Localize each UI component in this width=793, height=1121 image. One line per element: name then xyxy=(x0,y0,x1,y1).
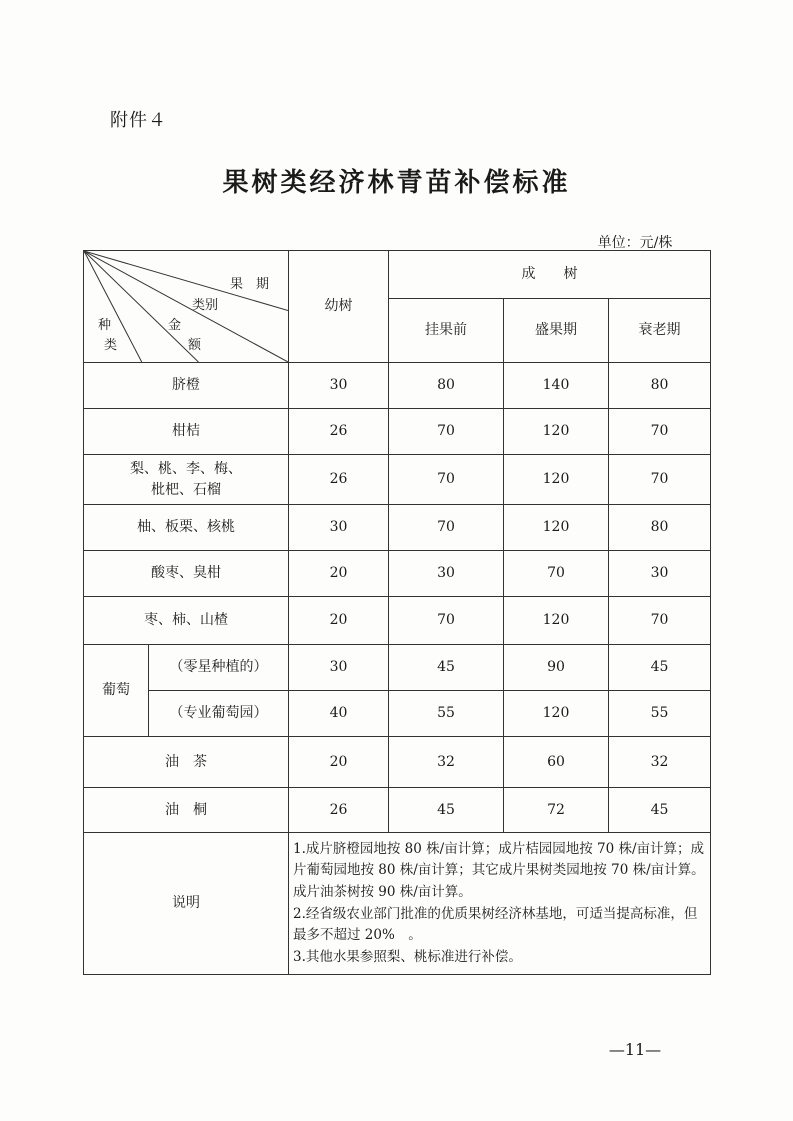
notes-content xyxy=(289,833,711,975)
value-pre: 45 xyxy=(389,788,504,833)
value-peak: 60 xyxy=(504,737,609,788)
note-item: 2.经省级农业部门批准的优质果树经济林基地，可适当提高标准，但最多不超过 20% 。 xyxy=(293,905,698,944)
value-pre: 70 xyxy=(389,597,504,645)
note-item: 1.成片脐橙园地按 80 株/亩计算；成片桔园园地按 70 株/亩计算；成片葡萄园地按 80 株/亩计算；其它成片果树类园地按 70 株/亩计算。成片油茶树按 90 株/亩计算。 xyxy=(293,840,705,900)
value-old: 80 xyxy=(609,505,711,551)
value-peak: 120 xyxy=(504,691,609,737)
value-old: 70 xyxy=(609,455,711,505)
value-peak: 72 xyxy=(504,788,609,833)
value-young: 30 xyxy=(289,645,389,691)
value-peak: 120 xyxy=(504,505,609,551)
value-peak: 120 xyxy=(504,597,609,645)
value-old: 55 xyxy=(609,691,711,737)
row-name xyxy=(84,455,289,505)
corner-amount-label-1: 金 xyxy=(168,318,182,333)
value-pre: 32 xyxy=(389,737,504,788)
table-row xyxy=(84,597,711,645)
corner-category-label: 类别 xyxy=(192,298,219,313)
page-title: 果树类经济林青苗补偿标准 xyxy=(222,168,571,198)
corner-amount-label-2: 额 xyxy=(188,338,202,353)
row-name: 柚、板栗、核桃 xyxy=(84,505,289,551)
notes-label: 说明 xyxy=(84,833,289,975)
value-pre: 45 xyxy=(389,645,504,691)
value-young: 30 xyxy=(289,363,389,409)
row-name: 酸枣、臭柑 xyxy=(84,551,289,597)
value-old: 30 xyxy=(609,551,711,597)
row-name-line-2: 枇杷、石榴 xyxy=(151,481,221,498)
value-pre: 70 xyxy=(389,455,504,505)
row-name: 油 桐 xyxy=(84,788,289,833)
notes-row xyxy=(84,833,711,975)
value-old: 70 xyxy=(609,597,711,645)
table-row xyxy=(84,455,711,505)
corner-period-label: 果 期 xyxy=(230,277,270,292)
value-young: 26 xyxy=(289,788,389,833)
col-mature-header: 成 树 xyxy=(389,251,711,299)
row-name: （零星种植的） xyxy=(149,645,289,691)
col-pre-header: 挂果前 xyxy=(389,299,504,363)
table-row xyxy=(84,737,711,788)
value-young: 30 xyxy=(289,505,389,551)
col-peak-header: 盛果期 xyxy=(504,299,609,363)
value-old: 45 xyxy=(609,788,711,833)
table-row xyxy=(84,645,711,691)
value-pre: 70 xyxy=(389,409,504,455)
value-old: 80 xyxy=(609,363,711,409)
value-peak: 120 xyxy=(504,455,609,505)
compensation-table xyxy=(83,250,711,975)
value-pre: 55 xyxy=(389,691,504,737)
row-name: 脐橙 xyxy=(84,363,289,409)
row-name: 柑桔 xyxy=(84,409,289,455)
row-name: 枣、柿、山楂 xyxy=(84,597,289,645)
table-row xyxy=(84,505,711,551)
unit-label: 单位：元/株 xyxy=(597,235,673,251)
corner-kind-label-2: 类 xyxy=(104,338,118,353)
value-young: 20 xyxy=(289,597,389,645)
value-young: 20 xyxy=(289,551,389,597)
value-peak: 120 xyxy=(504,409,609,455)
value-young: 20 xyxy=(289,737,389,788)
note-item: 3.其他水果参照梨、桃标准进行补偿。 xyxy=(293,948,522,965)
row-name-line-1: 梨、桃、李、梅、 xyxy=(130,461,242,478)
page-number: —11— xyxy=(608,1040,662,1059)
value-peak: 90 xyxy=(504,645,609,691)
value-old: 45 xyxy=(609,645,711,691)
value-pre: 80 xyxy=(389,363,504,409)
row-name: 油 茶 xyxy=(84,737,289,788)
value-young: 26 xyxy=(289,409,389,455)
header-row-1 xyxy=(84,251,711,299)
value-peak: 140 xyxy=(504,363,609,409)
col-young-header: 幼树 xyxy=(289,251,389,363)
corner-kind-label-1: 种 xyxy=(98,318,112,333)
attachment-label: 附件４ xyxy=(110,110,167,131)
table-row xyxy=(84,691,711,737)
value-old: 70 xyxy=(609,409,711,455)
table-row xyxy=(84,788,711,833)
table-row xyxy=(84,363,711,409)
value-old: 32 xyxy=(609,737,711,788)
diagonal-header-cell xyxy=(84,251,289,363)
row-name: （专业葡萄园） xyxy=(149,691,289,737)
value-pre: 70 xyxy=(389,505,504,551)
value-young: 40 xyxy=(289,691,389,737)
value-pre: 30 xyxy=(389,551,504,597)
table-row xyxy=(84,551,711,597)
table-row xyxy=(84,409,711,455)
value-young: 26 xyxy=(289,455,389,505)
grape-label: 葡萄 xyxy=(84,645,149,737)
col-old-header: 衰老期 xyxy=(609,299,711,363)
value-peak: 70 xyxy=(504,551,609,597)
